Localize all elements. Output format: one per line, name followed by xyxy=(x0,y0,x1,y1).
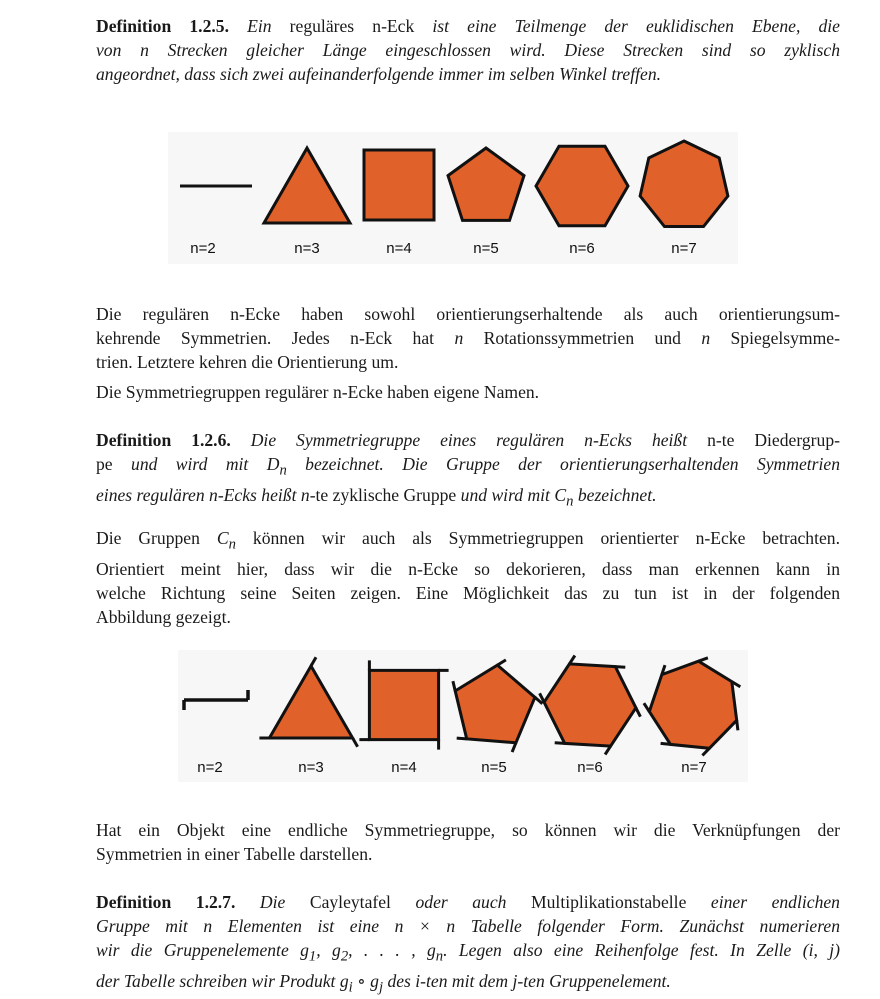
cayley-line-1: Hat ein Objekt eine endliche Symmetriegruppe, so können wir die Verknüpfungen der xyxy=(96,820,840,840)
figure2-label-n7: n=7 xyxy=(681,759,707,776)
figure1-label-n7: n=7 xyxy=(671,240,697,257)
figure1-label-n6: n=6 xyxy=(569,240,595,257)
figure2-label-n2: n=2 xyxy=(197,759,223,776)
shape-n4-square xyxy=(364,150,434,220)
orient-line-4: Abbildung gezeigt. xyxy=(96,606,231,627)
figure1-label-n4: n=4 xyxy=(386,240,412,257)
def126-line-2: pe und wird mit $D_n$ bezeichnet. Die Gruppe der orientierungserhaltenden Symmetrien xyxy=(96,454,840,479)
figure1-label-n2: n=2 xyxy=(190,240,216,257)
paragraph-oriented xyxy=(96,526,840,629)
orient-line-3: welche Richtung seine Seiten zeigen. Eine Möglichkeit das zu tun ist in der folgenden xyxy=(96,582,840,603)
figure2-label-n3: n=3 xyxy=(298,759,324,776)
figure2-svg xyxy=(178,650,748,782)
def127-line-1: Definition 1.2.7. Die Cayleytafel oder auch Multiplikationstabelle einer endlichen xyxy=(96,892,840,912)
shape-oriented-n4 xyxy=(359,660,448,749)
def126-line-3: eines regulären n-Ecks heißt n-te zyklische Gruppe und wird mit $C_n$ bezeichnet. xyxy=(96,484,657,510)
paragraph-names xyxy=(96,380,840,404)
orient-line-2: Orientiert meint hier, dass wir die n-Ecke so dekorieren, dass man erkennen kann in xyxy=(96,558,840,579)
symm-line-2: kehrende Symmetrien. Jedes n-Eck hat n Rotationssymmetrien und n Spiegelsymme- xyxy=(96,328,840,348)
figure2-label-n5: n=5 xyxy=(481,759,507,776)
paragraph-symmetries xyxy=(96,302,840,374)
def127-head: Definition 1.2.7. xyxy=(96,892,236,912)
def125-line-1: Definition 1.2.5. Ein reguläres n-Eck ist eine Teilmenge der euklidischen Ebene, die xyxy=(96,16,840,36)
figure2-label-n6: n=6 xyxy=(577,759,603,776)
definition-1-2-6 xyxy=(96,428,840,513)
paragraph-cayley-intro xyxy=(96,818,840,866)
def126-line-1: Definition 1.2.6. Die Symmetriegruppe eines regulären n-Ecks heißt n-te Diedergrup- xyxy=(96,430,840,450)
figure-regular-polygons xyxy=(168,132,738,264)
figure1-label-n5: n=5 xyxy=(473,240,499,257)
names-line-1: Die Symmetriegruppen regulärer n-Ecke haben eigene Namen. xyxy=(96,382,540,402)
figure1-label-n3: n=3 xyxy=(294,240,320,257)
def125-head: Definition 1.2.5. xyxy=(96,16,229,36)
definition-1-2-7 xyxy=(96,890,840,999)
figure2-label-n4: n=4 xyxy=(391,759,417,776)
symm-line-1: Die regulären n-Ecke haben sowohl orientierungserhaltende als auch orientierungsum- xyxy=(96,304,840,324)
cayley-line-2: Symmetrien in einer Tabelle darstellen. xyxy=(96,844,373,864)
figure-oriented-polygons xyxy=(178,650,748,782)
def126-head: Definition 1.2.6. xyxy=(96,430,231,450)
orient-line-1: Die Gruppen $C_n$ können wir auch als Symmetriegruppen orientierter n-Ecke betrachten. xyxy=(96,528,840,553)
def127-line-4: der Tabelle schreiben wir Produkt $g_i$ ∘ $g_j$ des i-ten mit dem j-ten Gruppenelement. xyxy=(96,970,671,996)
def127-line-2: Gruppe mit n Elementen ist eine n × n Tabelle folgender Form. Zunächst numerieren xyxy=(96,916,840,936)
def125-line-3: angeordnet, dass sich zwei aufeinanderfolgende immer im selben Winkel treffen. xyxy=(96,64,662,84)
def127-line-3: wir die Gruppenelemente $g_1$, $g_2$, . . . , $g_n$. Legen also eine Reihenfolge fest. In Zelle (i, j) xyxy=(96,940,840,965)
figure1-svg xyxy=(168,132,738,264)
symm-line-3: trien. Letztere kehren die Orientierung um. xyxy=(96,352,399,372)
definition-1-2-5 xyxy=(96,14,840,86)
def125-line-2: von n Strecken gleicher Länge eingeschlossen wird. Diese Strecken sind so zyklisch xyxy=(96,40,840,60)
